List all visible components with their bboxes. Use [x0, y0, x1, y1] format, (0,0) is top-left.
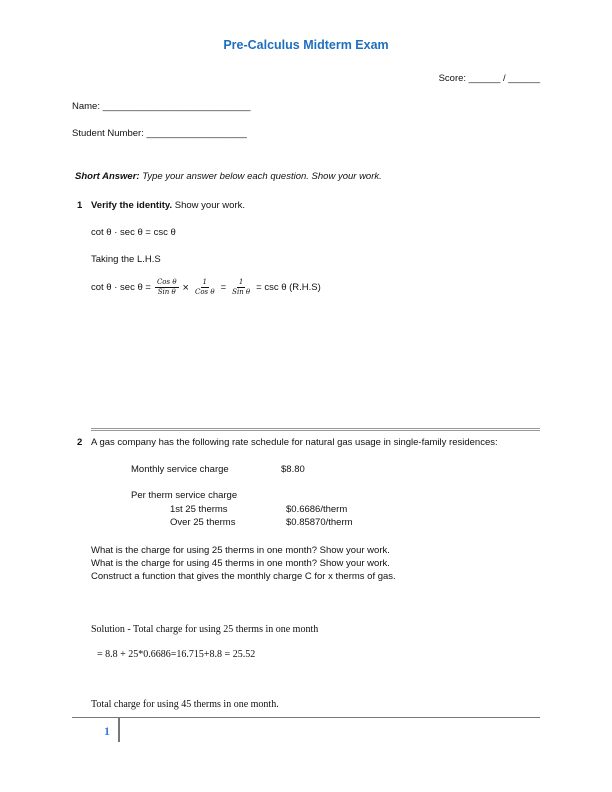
equals-sign: =	[220, 282, 227, 293]
footer-rule	[72, 717, 540, 718]
section-divider	[91, 428, 540, 431]
page-title: Pre-Calculus Midterm Exam	[223, 38, 389, 52]
question-1-heading-bold: Verify the identity.	[91, 200, 173, 211]
fraction-numerator: Cos θ	[156, 278, 177, 286]
derivation-lhs: cot θ · sec θ =	[91, 282, 151, 293]
fraction-numerator: 1	[238, 278, 244, 286]
monthly-charge-value: $8.80	[281, 464, 305, 475]
question-1-heading	[91, 200, 245, 211]
first-25-label: 1st 25 therms	[170, 504, 228, 515]
per-therm-label: Per therm service charge	[131, 490, 238, 501]
subquestion-25-therms: What is the charge for using 25 therms in one month? Show your work.	[91, 545, 390, 556]
question-1-identity: cot θ · sec θ = csc θ	[91, 227, 176, 238]
fraction-denominator: Sin θ	[157, 288, 176, 296]
derivation-result: = csc θ (R.H.S)	[256, 282, 321, 293]
fraction-one-over-cos	[193, 279, 217, 296]
multiply-sign: ×	[182, 281, 189, 294]
footer-page-bar	[118, 718, 120, 742]
solution-45-therms: Total charge for using 45 therms in one month.	[91, 699, 279, 710]
solution-title: Solution - Total charge for using 25 therms in one month	[91, 624, 319, 635]
monthly-charge-label: Monthly service charge	[131, 464, 229, 475]
question-1-step: Taking the L.H.S	[91, 254, 161, 265]
subquestion-function: Construct a function that gives the monthly charge C for x therms of gas.	[91, 571, 396, 582]
question-1-number: 1	[77, 200, 83, 211]
score-field: Score: ______ / ______	[438, 73, 540, 84]
instructions-label: Short Answer:	[75, 171, 140, 182]
subquestion-45-therms: What is the charge for using 45 therms in one month? Show your work.	[91, 558, 390, 569]
question-1-heading-rest: Show your work.	[172, 200, 245, 211]
name-field: Name: ____________________________	[72, 101, 251, 112]
over-25-value: $0.85870/therm	[286, 517, 353, 528]
student-number-field: Student Number: ___________________	[72, 128, 247, 139]
question-2-number: 2	[77, 437, 83, 448]
fraction-cos-over-sin	[155, 279, 179, 296]
question-1-derivation	[91, 279, 321, 296]
fraction-one-over-sin	[230, 279, 252, 296]
instructions-text: Type your answer below each question. Show your work.	[139, 171, 382, 182]
first-25-value: $0.6686/therm	[286, 504, 348, 515]
over-25-label: Over 25 therms	[170, 517, 236, 528]
fraction-numerator: 1	[202, 278, 208, 286]
solution-calculation: = 8.8 + 25*0.6686=16.715+8.8 = 25.52	[97, 649, 256, 660]
fraction-denominator: Cos θ	[194, 288, 215, 296]
question-2-subquestions	[91, 544, 396, 583]
page-number: 1	[104, 724, 110, 738]
question-2-text: A gas company has the following rate schedule for natural gas usage in single-family residences:	[91, 437, 498, 448]
instructions	[75, 171, 382, 182]
fraction-denominator: Sin θ	[232, 288, 251, 296]
